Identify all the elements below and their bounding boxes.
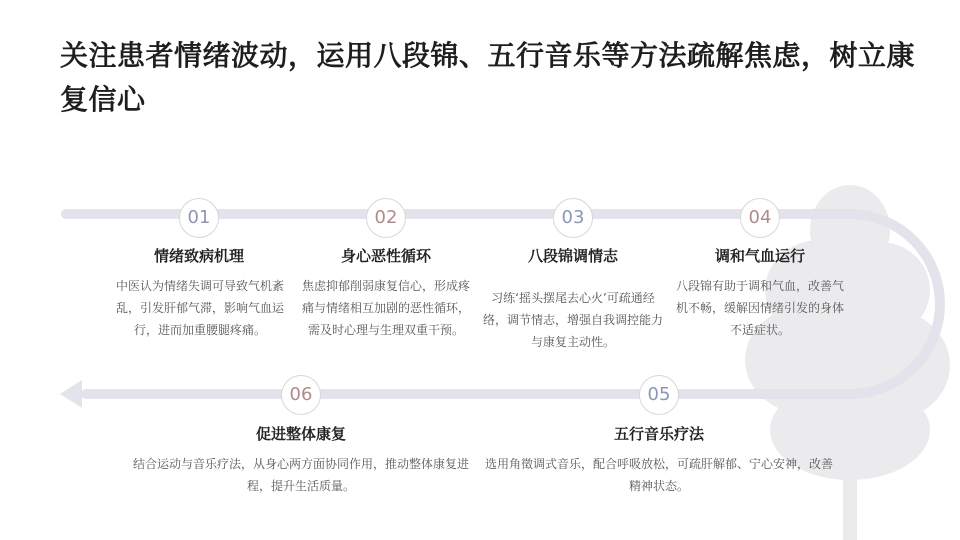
step-desc-05: 选用角徵调式音乐，配合呼吸放松，可疏肝解郁、宁心安神，改善精神状态。 xyxy=(484,457,833,493)
step-number-02: 02 xyxy=(366,198,406,238)
step-number-06: 06 xyxy=(281,375,321,415)
step-desc-03: 习练‘摇头摆尾去心火’可疏通经络，调节情志，增强自我调控能力与康复主动性。 xyxy=(483,291,664,349)
step-title-06: 促进整体康复 xyxy=(255,425,346,443)
step-title-04: 调和气血运行 xyxy=(714,247,805,265)
step-number-04: 04 xyxy=(740,198,780,238)
step-desc-01: 中医认为情绪失调可导致气机紊乱，引发肝郁气滞，影响气血运行，进而加重腰腿疼痛。 xyxy=(115,279,284,337)
step-number-01: 01 xyxy=(179,198,219,238)
arrowhead-icon xyxy=(60,380,82,408)
page-title: 关注患者情绪波动，运用八段锦、五行音乐等方法疏解焦虑，树立康复信心 xyxy=(60,39,916,116)
step-title-05: 五行音乐疗法 xyxy=(613,425,704,443)
step-title-03: 八段锦调情志 xyxy=(527,247,618,265)
step-desc-02: 焦虑抑郁削弱康复信心，形成疼痛与情绪相互加剧的恶性循环，需及时心理与生理双重干预。 xyxy=(301,279,470,337)
step-number-03: 03 xyxy=(553,198,593,238)
step-title-02: 身心恶性循环 xyxy=(340,247,431,265)
step-number-05: 05 xyxy=(639,375,679,415)
step-desc-04: 八段锦有助于调和气血，改善气机不畅，缓解因情绪引发的身体不适症状。 xyxy=(675,279,844,337)
step-title-01: 情绪致病机理 xyxy=(153,247,244,265)
step-desc-06: 结合运动与音乐疗法，从身心两方面协同作用，推动整体康复进程，提升生活质量。 xyxy=(132,457,469,493)
